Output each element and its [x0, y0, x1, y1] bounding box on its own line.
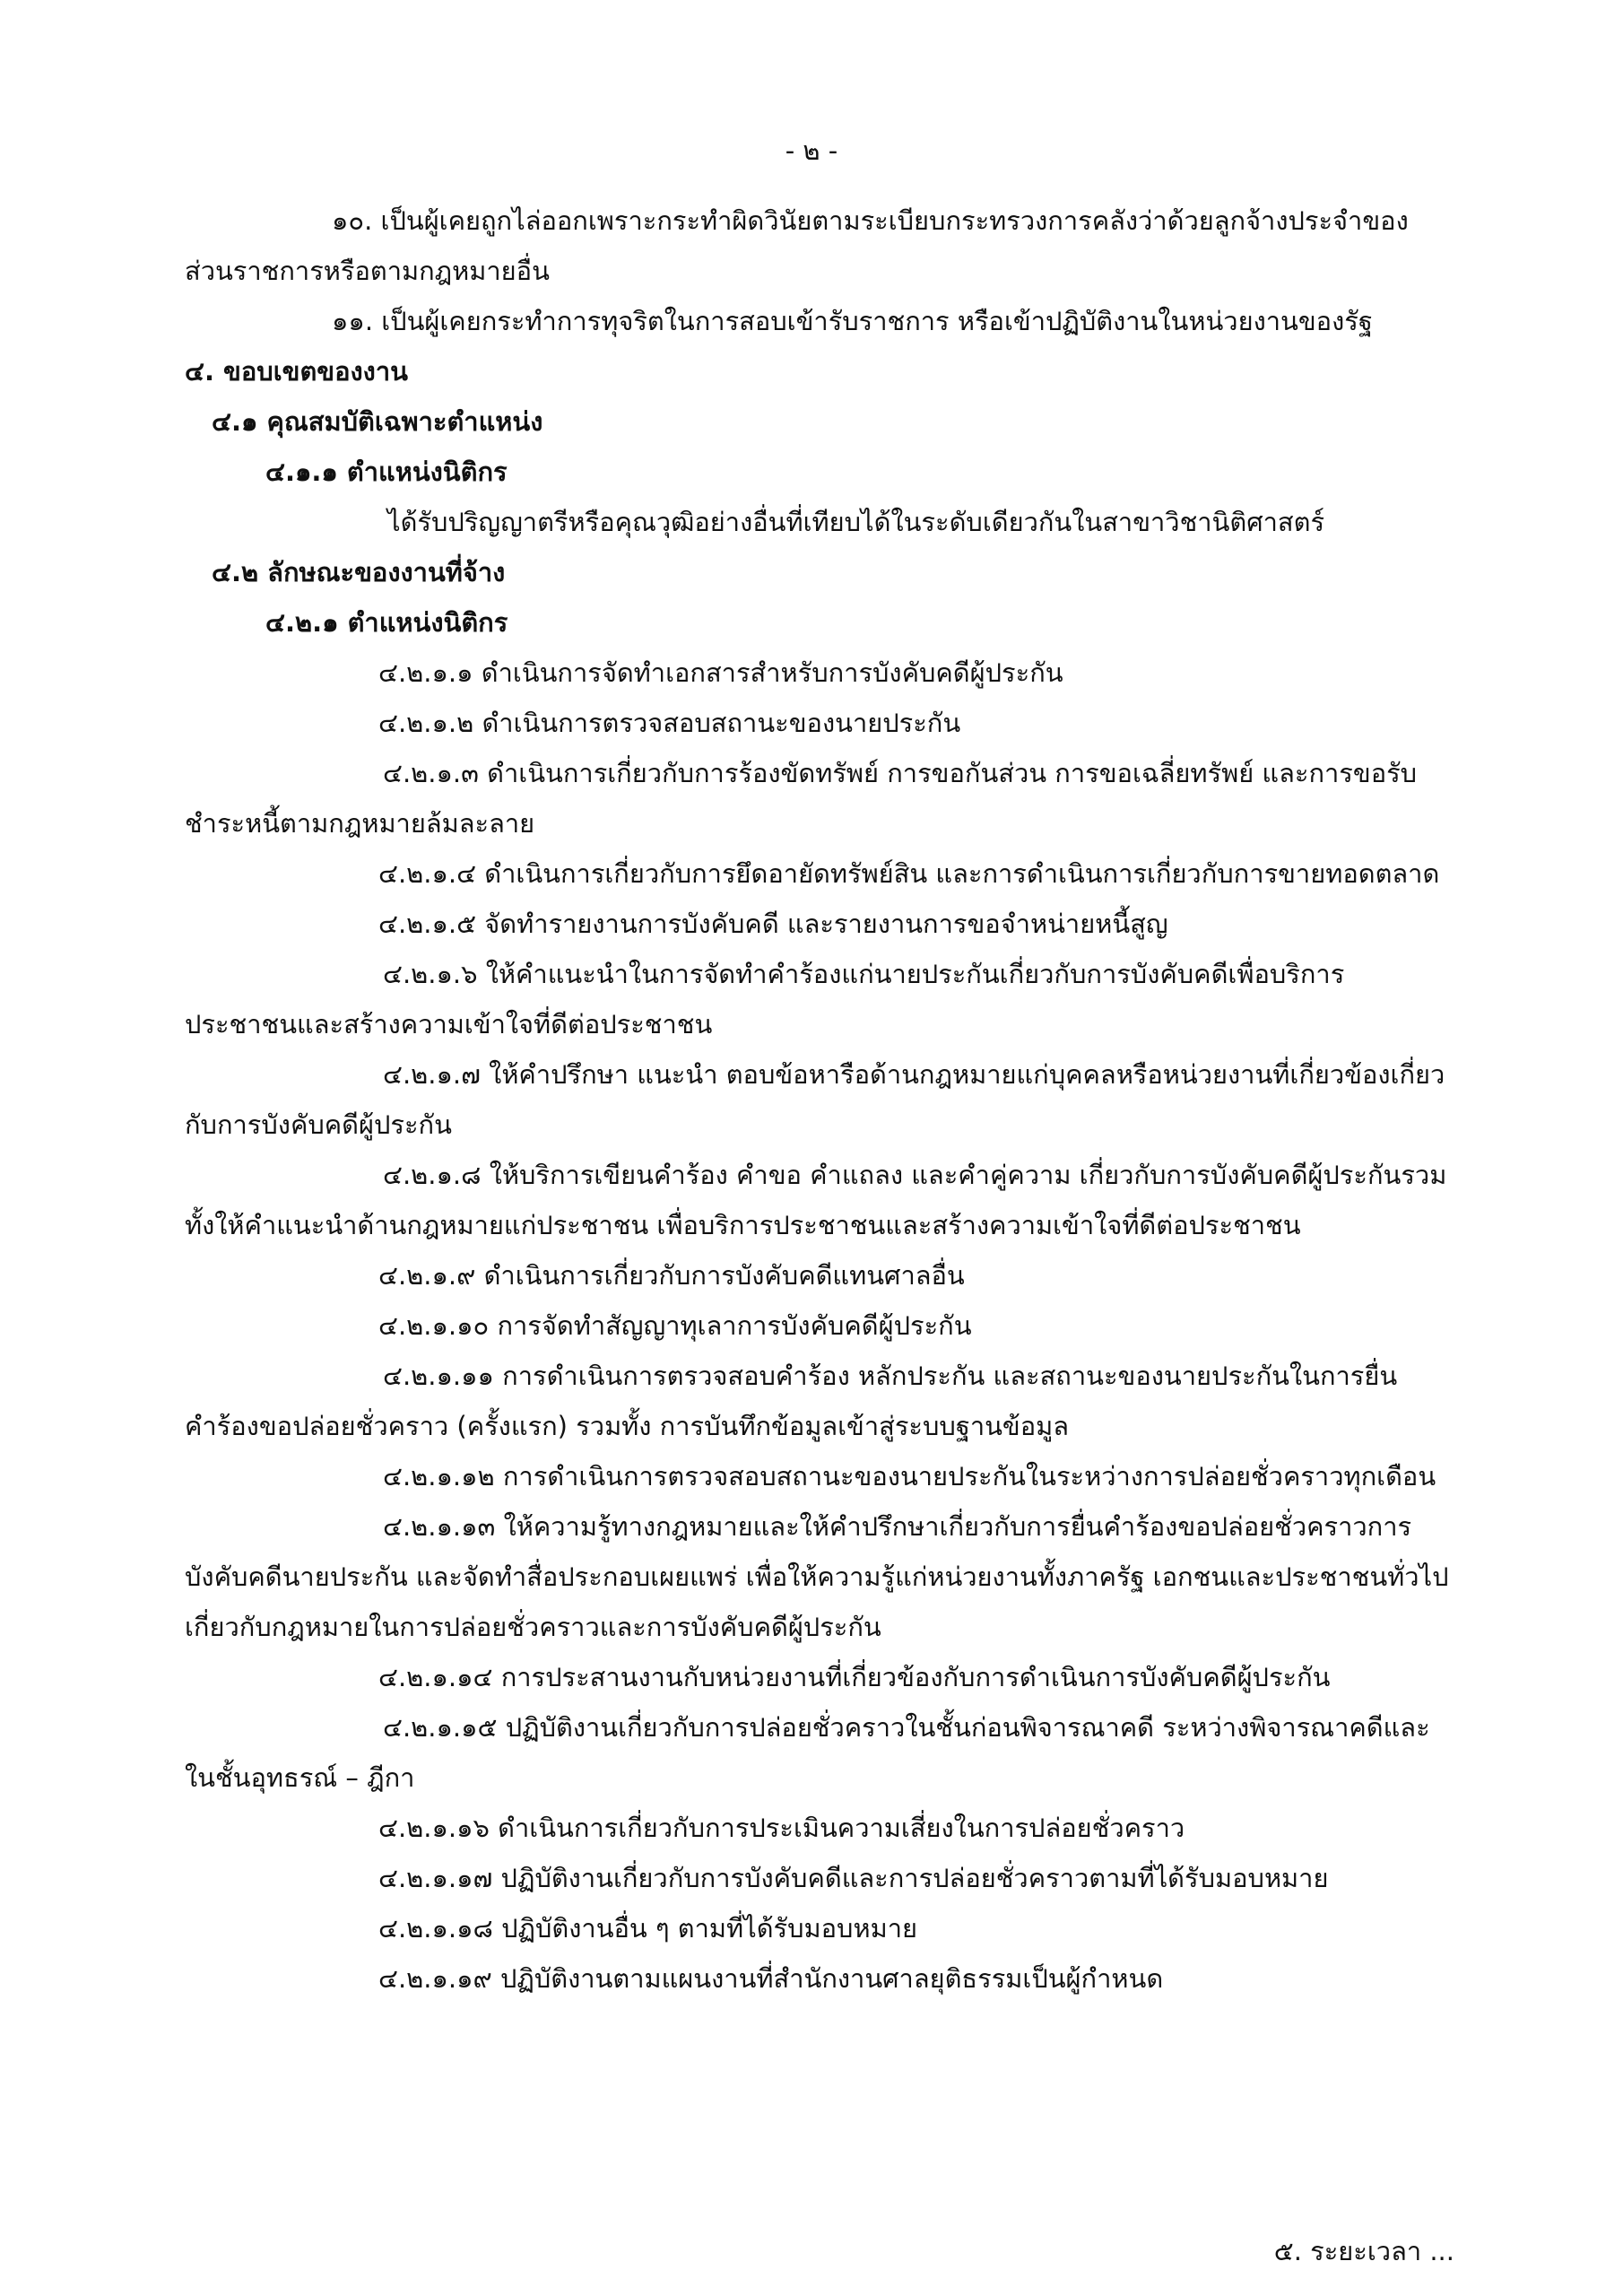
- list-item: ๔.๒.๑.๑๐ การจัดทำสัญญาทุเลาการบังคับคดีผู้ประกัน: [378, 1310, 972, 1341]
- list-item: ๔.๒.๑.๑๗ ปฏิบัติงานเกี่ยวกับการบังคับคดีและการปล่อยชั่วคราวตามที่ได้รับมอบหมาย: [378, 1863, 1329, 1893]
- list-item: ๔.๒.๑.๕ จัดทำรายงานการบังคับคดี และรายงานการขอจำหน่ายหนี้สูญ: [378, 909, 1168, 939]
- list-item: ๔.๒.๑.๖ ให้คำแนะนำในการจัดทำคำร้องแก่นายประกันเกี่ยวกับการบังคับคดีเพื่อบริการประชาชนและสร้างความเข้าใจที่ดีต่อประชาชน: [185, 959, 1345, 1039]
- section-heading: ๔. ขอบเขตของงาน: [185, 356, 408, 387]
- list-item: ๔.๒.๑.๑๔ การประสานงานกับหน่วยงานที่เกี่ยวข้องกับการดำเนินการบังคับคดีผู้ประกัน: [378, 1662, 1331, 1692]
- list-item: ๔.๒.๑.๔ ดำเนินการเกี่ยวกับการยึดอายัดทรัพย์สิน และการดำเนินการเกี่ยวกับการขายทอดตลาด: [378, 858, 1440, 889]
- list-item: ๔.๒.๑.๓ ดำเนินการเกี่ยวกับการร้องขัดทรัพย์ การขอกันส่วน การขอเฉลี่ยทรัพย์ และการขอรับชำระหนี้ตามกฎหมายล้มละลาย: [185, 758, 1418, 839]
- list-item: ๔.๒.๑.๑๒ การดำเนินการตรวจสอบสถานะของนายประกันในระหว่างการปล่อยชั่วคราวทุกเดือน: [383, 1461, 1436, 1492]
- subsubsection-heading: ๔.๑.๑ ตำแหน่งนิติกร: [265, 457, 508, 487]
- list-item: ๔.๒.๑.๑๕ ปฏิบัติงานเกี่ยวกับการปล่อยชั่วคราวในชั้นก่อนพิจารณาคดี ระหว่างพิจารณาคดีและในชั้นอุทธรณ์ – ฎีกา: [185, 1712, 1430, 1793]
- list-item: ๔.๒.๑.๑๓ ให้ความรู้ทางกฎหมายและให้คำปรึกษาเกี่ยวกับการยื่นคำร้องขอปล่อยชั่วคราวการบังคับคดีนายประกัน และจัดทำสื่อประกอบเผยแพร่ เพื่อให้ความรู้แก่หน่วยงานทั้งภาครัฐ เอกชนและประชาชนทั่วไป เกี่ยวกับกฎหมายในการปล่อยชั่วคราวและการบังคับคดีผู้ประกัน: [185, 1511, 1449, 1642]
- list-item: ๔.๒.๑.๑ ดำเนินการจัดทำเอกสารสำหรับการบังคับคดีผู้ประกัน: [378, 657, 1063, 688]
- list-item: ๔.๒.๑.๑๙ ปฏิบัติงานตามแผนงานที่สำนักงานศาลยุติธรรมเป็นผู้กำหนด: [378, 1963, 1164, 1994]
- page-number: - ๒ -: [785, 135, 838, 166]
- subsection-heading: ๔.๒ ลักษณะของงานที่จ้าง: [212, 557, 506, 587]
- list-item: ๔.๒.๑.๑๘ ปฏิบัติงานอื่น ๆ ตามที่ได้รับมอบหมาย: [378, 1913, 917, 1944]
- continuation-text: ๕. ระยะเวลา ...: [1273, 2236, 1454, 2266]
- subsubsection-heading: ๔.๒.๑ ตำแหน่งนิติกร: [265, 607, 508, 638]
- paragraph: ๑๑. เป็นผู้เคยกระทำการทุจริตในการสอบเข้ารับราชการ หรือเข้าปฏิบัติงานในหน่วยงานของรัฐ: [332, 306, 1373, 336]
- list-item: ๔.๒.๑.๑๖ ดำเนินการเกี่ยวกับการประเมินความเสี่ยงในการปล่อยชั่วคราว: [378, 1813, 1185, 1843]
- list-item: ๔.๒.๑.๑๑ การดำเนินการตรวจสอบคำร้อง หลักประกัน และสถานะของนายประกันในการยื่นคำร้องขอปล่อยชั่วคราว (ครั้งแรก) รวมทั้ง การบันทึกข้อมูลเข้าสู่ระบบฐานข้อมูล: [185, 1361, 1398, 1441]
- subsection-heading: ๔.๑ คุณสมบัติเฉพาะตำแหน่ง: [212, 406, 543, 437]
- list-item: ๔.๒.๑.๗ ให้คำปรึกษา แนะนำ ตอบข้อหารือด้านกฎหมายแก่บุคคลหรือหน่วยงานที่เกี่ยวข้องเกี่ยวกับการบังคับคดีผู้ประกัน: [185, 1059, 1445, 1140]
- document-body: [185, 196, 1456, 2004]
- list-item: ๔.๒.๑.๙ ดำเนินการเกี่ยวกับการบังคับคดีแทนศาลอื่น: [378, 1260, 965, 1291]
- list-item: ๔.๒.๑.๒ ดำเนินการตรวจสอบสถานะของนายประกัน: [378, 708, 961, 738]
- paragraph: ๑๐. เป็นผู้เคยถูกไล่ออกเพราะกระทำผิดวินัยตามระเบียบกระทรวงการคลังว่าด้วยลูกจ้างประจำของส่วนราชการหรือตามกฎหมายอื่น: [185, 205, 1409, 286]
- paragraph: ได้รับปริญญาตรีหรือคุณวุฒิอย่างอื่นที่เทียบได้ในระดับเดียวกันในสาขาวิชานิติศาสตร์: [387, 507, 1325, 537]
- list-item: ๔.๒.๑.๘ ให้บริการเขียนคำร้อง คำขอ คำแถลง และคำคู่ความ เกี่ยวกับการบังคับคดีผู้ประกันรวมทั้งให้คำแนะนำด้านกฎหมายแก่ประชาชน เพื่อบริการประชาชนและสร้างความเข้าใจที่ดีต่อประชาชน: [185, 1160, 1447, 1240]
